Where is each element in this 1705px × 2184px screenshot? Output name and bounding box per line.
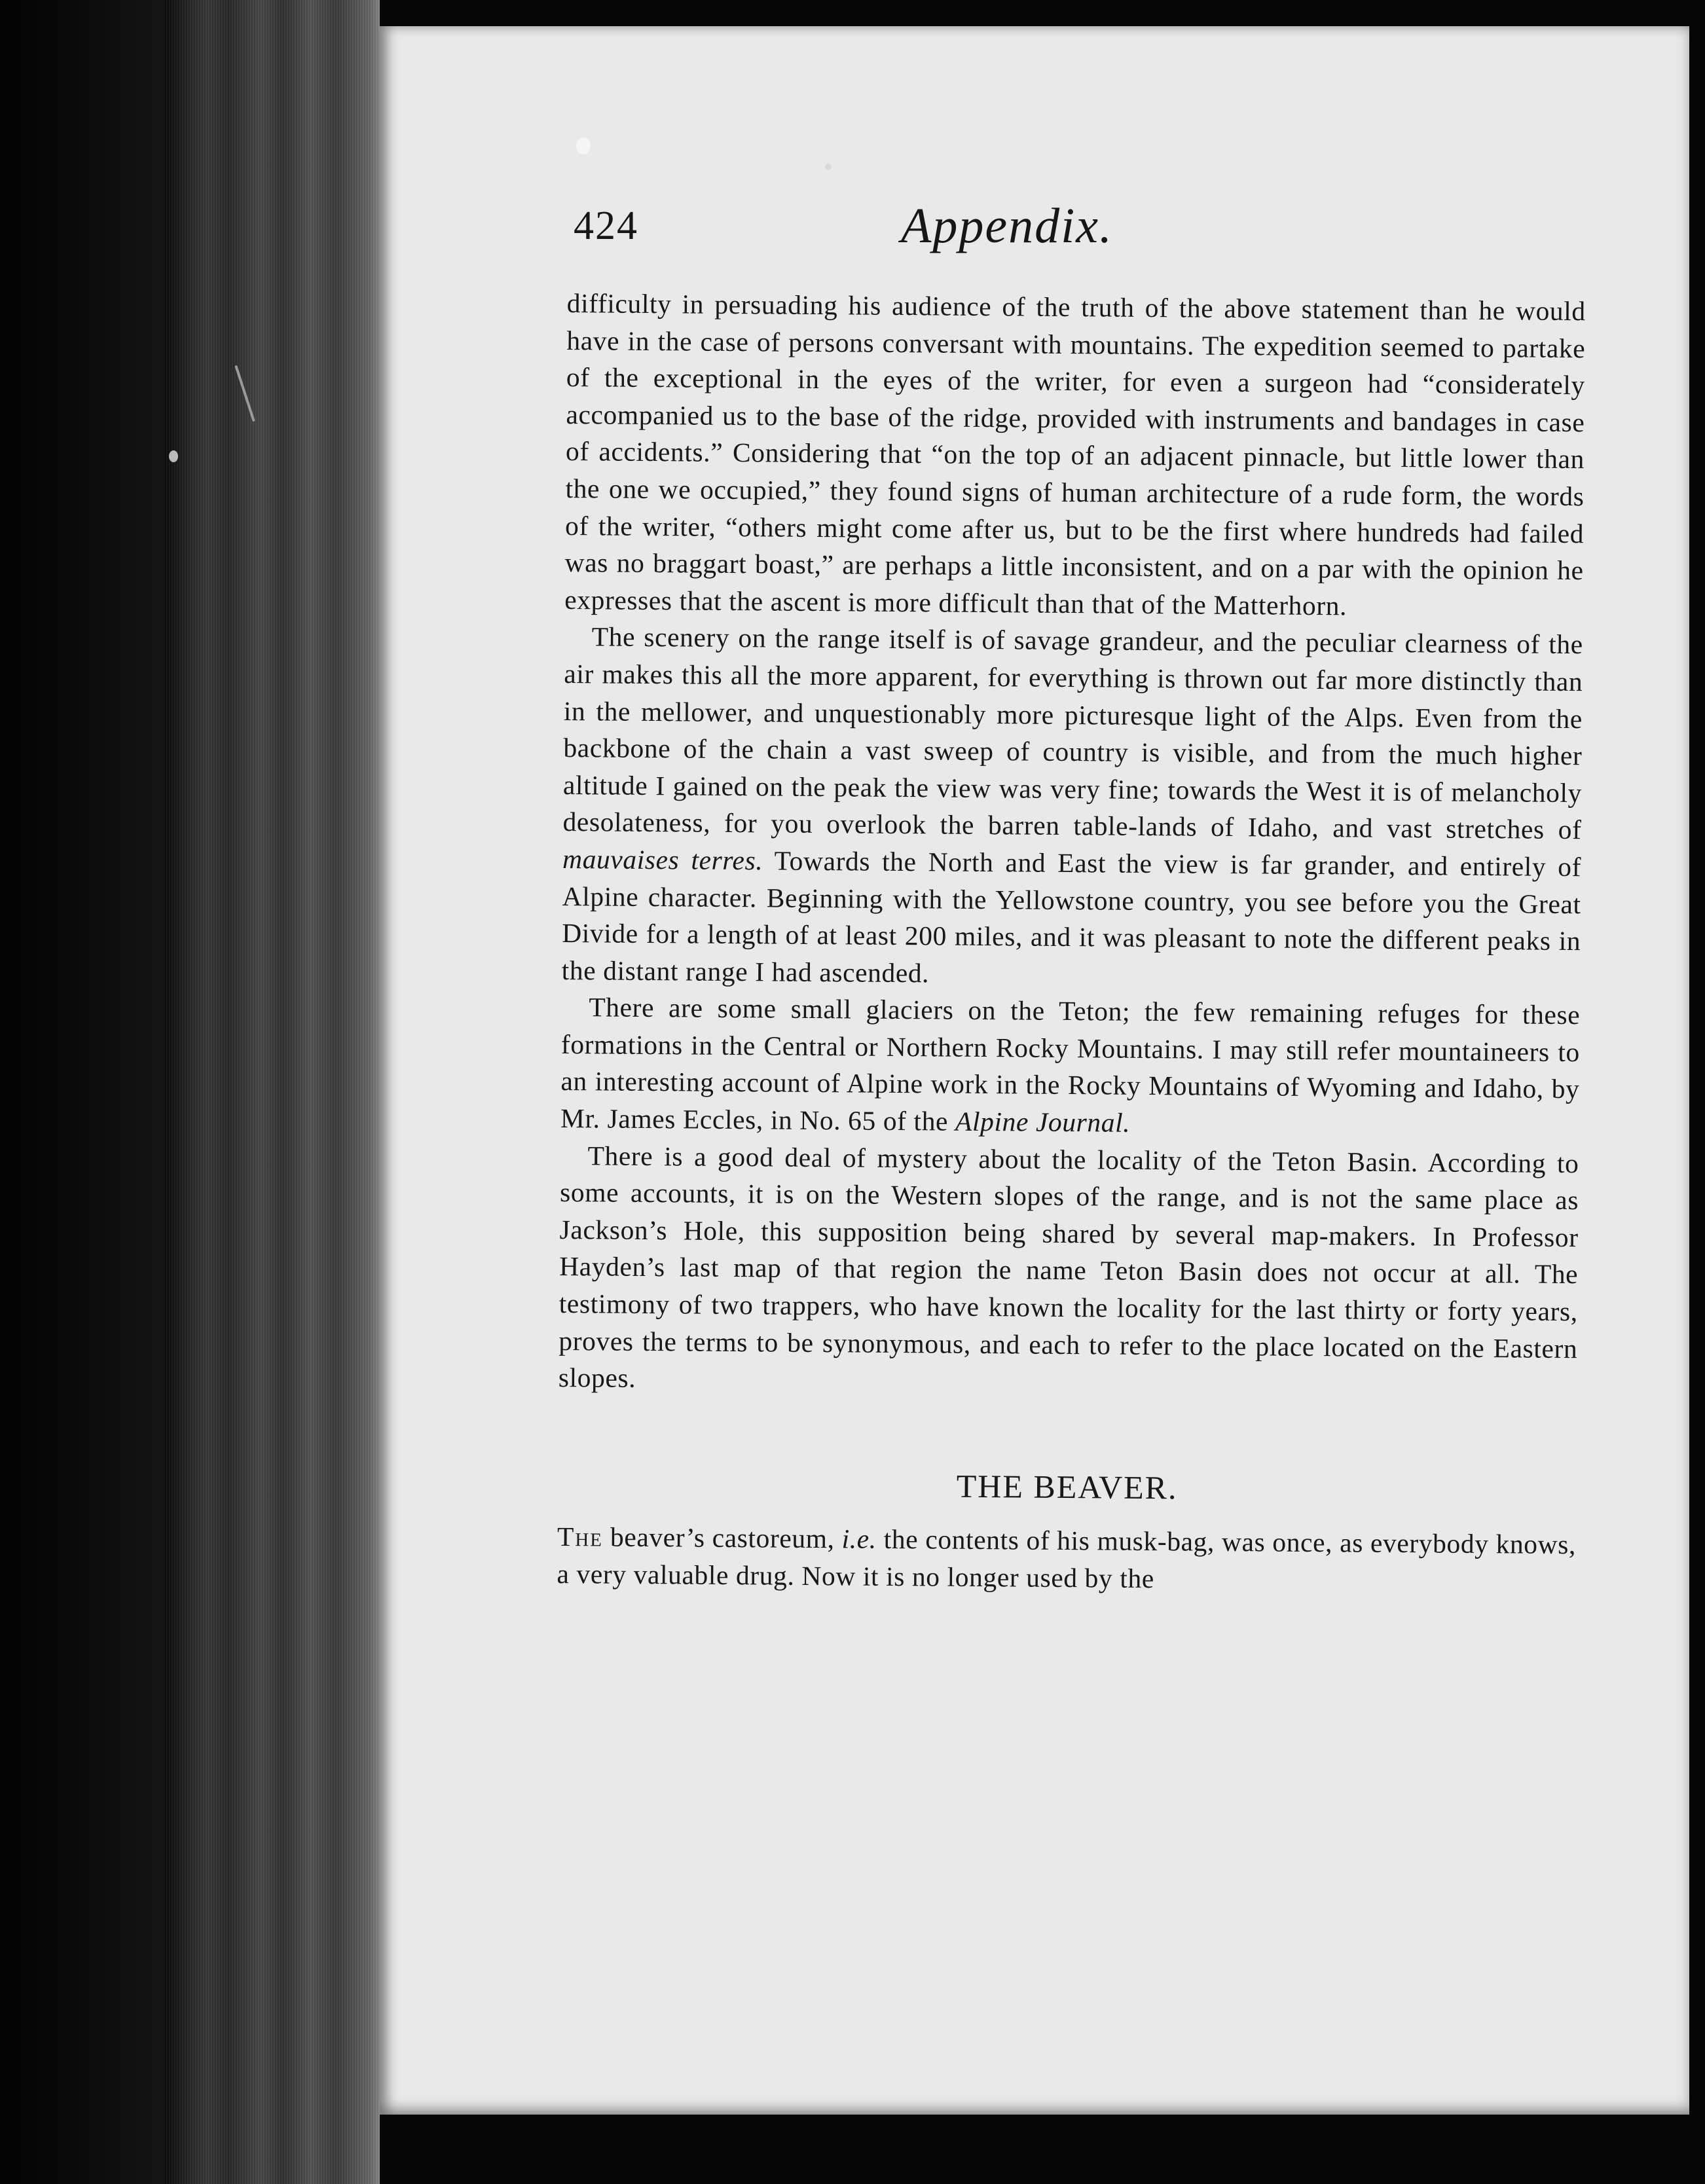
- paragraph-3-text-a: There are some small glaciers on the Teton; the few remaining refuges for these formations in the Central or Northern Rocky Mountains. I may still refer mountaineers to an interesting account of Alpine work in the Rocky Mountains of Wyoming and Idaho, by Mr. James Eccles, in No. 65 of the: [560, 992, 1581, 1137]
- body-text: [557, 285, 1586, 1601]
- paragraph-1: difficulty in persuading his audience of the truth of the above statement than he would have in the case of persons conversant with mountains. The expedition seemed to partake of the exceptional in the eyes of the writer, for even a surgeon had “considerately accompanied us to the base of the ridge, provided with instruments and bandages in case of accidents.” Considering that “on the top of an adjacent pinnacle, but little lower than the one we occupied,” they found signs of human architecture of a rude form, the words of the writer, “others might come after us, but to be the first where hundreds had failed was no braggart boast,” are perhaps a little inconsistent, and on a par with the opinion he expresses that the ascent is more difficult than that of the Matterhorn.: [564, 287, 1586, 621]
- paragraph-2: [562, 618, 1583, 996]
- section-title: THE BEAVER.: [956, 1467, 1178, 1506]
- page-header: [574, 177, 1575, 268]
- scan-speck: [169, 450, 178, 462]
- section-italic: i.e.: [841, 1523, 877, 1555]
- scan-speck: [576, 137, 591, 155]
- paragraph-2-text-a: The scenery on the range itself is of savage grandeur, and the peculiar clearness of the air makes this all the more apparent, for everything is thrown out far more distinctly than in the mellower, and unquestionably more picturesque light of the Alps. Even from the backbone of the chain a vast sweep of country is visible, and from the much higher altitude I gained on the peak the view was very fine; towards the West it is of melancholy desolateness, for you overlook the barren table-lands of Idaho, and vast stretches of: [562, 621, 1583, 845]
- paragraph-4: There is a good deal of mystery about the locality of the Teton Basin. According to some accounts, it is on the Western slopes of the range, and is not the same place as Jackson’s Hole, this supposition being shared by several map-makers. In Professor Hayden’s last map of that region the name Teton Basin does not occur at all. The testimony of two trappers, who have known the locality for the last thirty or forty years, proves the terms to be synonymous, and each to refer to the place located on the Eastern slopes.: [558, 1140, 1579, 1394]
- page-edges: [164, 0, 380, 2184]
- running-head: Appendix.: [901, 198, 1114, 253]
- book-page: [380, 26, 1689, 2115]
- paragraph-3: [560, 989, 1581, 1145]
- spine-shadow: [0, 0, 170, 2184]
- section-text-b: the contents of his musk-bag, was once, as everybody knows, a very valuable drug. Now it is no longer used by the: [557, 1524, 1577, 1594]
- page-number: 424: [574, 204, 638, 248]
- paragraph-3-italic: Alpine Journal.: [955, 1106, 1131, 1138]
- section-text-a: beaver’s castoreum,: [602, 1521, 842, 1554]
- paragraph-2-italic: mauvaises terres.: [562, 843, 763, 876]
- section-paragraph: [557, 1518, 1576, 1600]
- scan-speck: [825, 164, 832, 170]
- section-lead-word: The: [557, 1521, 604, 1552]
- paragraph-2-text-b: Towards the North and East the view is far grander, and entirely of Alpine character. Beginning with the Yellowstone country, you see before you the Great Divide for a length of at least 200 miles, and it was pleasant to note the different peaks in the distant range I had ascended.: [561, 845, 1582, 989]
